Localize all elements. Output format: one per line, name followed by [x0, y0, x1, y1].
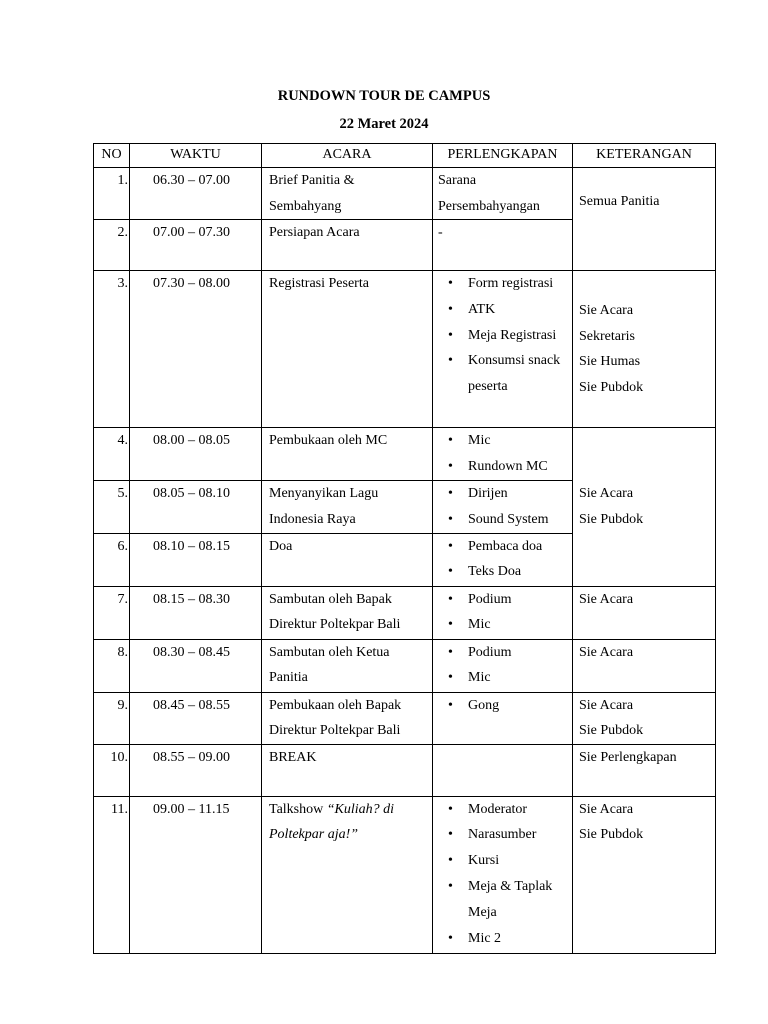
- row-acara: Doa: [262, 533, 433, 586]
- row-keterangan: [573, 744, 716, 796]
- list-item: • Moderator: [468, 797, 567, 823]
- table-row: [94, 168, 716, 220]
- row-waktu: 08.55 – 09.00: [130, 744, 262, 796]
- table-row: [94, 639, 716, 692]
- row-no: 2.: [94, 220, 130, 271]
- keterangan-item: Sie Acara: [579, 801, 634, 817]
- row-acara: [262, 796, 433, 953]
- list-item: • Mic: [468, 665, 567, 691]
- header-perlengkapan: PERLENGKAPAN: [433, 144, 573, 168]
- perlengkapan-list: [438, 534, 567, 586]
- row-keterangan: [573, 168, 716, 271]
- row-waktu: 09.00 – 11.15: [130, 796, 262, 953]
- keterangan-item: Sie Acara: [579, 697, 634, 713]
- list-item: • Rundown MC: [468, 454, 567, 480]
- keterangan-item: Sie Acara: [579, 591, 634, 607]
- keterangan-item: Sie Acara: [579, 303, 634, 318]
- document-date: 22 Maret 2024: [339, 116, 429, 132]
- row-acara: Sambutan oleh Ketua Panitia: [262, 639, 433, 692]
- row-no: 9.: [94, 692, 130, 744]
- list-item: • Podium: [468, 640, 567, 666]
- row-perlengkapan: [433, 639, 573, 692]
- perlengkapan-list: [438, 587, 567, 639]
- row-perlengkapan: [433, 271, 573, 428]
- list-item: • Mic 2: [468, 926, 567, 952]
- perlengkapan-list: [438, 271, 567, 400]
- row-no: 7.: [94, 586, 130, 639]
- list-item: • Teks Doa: [468, 559, 567, 585]
- row-perlengkapan: [433, 533, 573, 586]
- keterangan-item: Sie Pubdok: [579, 723, 644, 739]
- row-keterangan: [573, 428, 716, 587]
- row-keterangan: [573, 586, 716, 639]
- keterangan-item: Sie Acara: [579, 486, 634, 502]
- list-item: • Mic: [468, 428, 567, 454]
- row-no: 10.: [94, 744, 130, 796]
- row-waktu: 08.10 – 08.15: [130, 533, 262, 586]
- document-title: RUNDOWN TOUR DE CAMPUS: [277, 88, 491, 104]
- row-acara: Registrasi Peserta: [262, 271, 433, 428]
- row-waktu: 06.30 – 07.00: [130, 168, 262, 220]
- keterangan-item: Semua Panitia: [579, 194, 660, 209]
- row-acara: BREAK: [262, 744, 433, 796]
- row-no: 5.: [94, 481, 130, 534]
- row-no: 8.: [94, 639, 130, 692]
- table-row: [94, 692, 716, 744]
- keterangan-item: Sie Perlengkapan: [579, 749, 677, 765]
- keterangan-item: Sie Pubdok: [579, 827, 644, 843]
- list-item: • Narasumber: [468, 822, 567, 848]
- header-waktu: WAKTU: [130, 144, 262, 168]
- row-keterangan: [573, 639, 716, 692]
- list-item: • Sound System: [468, 507, 567, 533]
- row-perlengkapan: [433, 796, 573, 953]
- list-item: • Dirijen: [468, 481, 567, 507]
- row-no: 1.: [94, 168, 130, 220]
- row-keterangan: [573, 796, 716, 953]
- row-perlengkapan: [433, 692, 573, 744]
- perlengkapan-list: [438, 428, 567, 480]
- row-keterangan: [573, 692, 716, 744]
- row-acara: Brief Panitia & Sembahyang: [262, 168, 433, 220]
- row-no: 6.: [94, 533, 130, 586]
- row-perlengkapan: [433, 744, 573, 796]
- header-no: NO: [94, 144, 130, 168]
- row-acara: Menyanyikan Lagu Indonesia Raya: [262, 481, 433, 534]
- list-item: • Gong: [468, 693, 567, 719]
- list-item: • Form registrasi: [468, 271, 567, 297]
- row-perlengkapan: -: [433, 220, 573, 271]
- acara-prefix: Talkshow: [269, 801, 324, 817]
- row-acara: Persiapan Acara: [262, 220, 433, 271]
- row-waktu: 07.30 – 08.00: [130, 271, 262, 428]
- row-no: 4.: [94, 428, 130, 481]
- list-item: • Pembaca doa: [468, 534, 567, 560]
- row-no: 11.: [94, 796, 130, 953]
- list-item: • ATK: [468, 297, 567, 323]
- perlengkapan-list: [438, 481, 567, 533]
- row-no: 3.: [94, 271, 130, 428]
- perlengkapan-list: [438, 640, 567, 692]
- keterangan-item: Sie Pubdok: [579, 379, 644, 395]
- list-item: • Meja & Taplak Meja: [468, 874, 567, 926]
- row-waktu: 08.00 – 08.05: [130, 428, 262, 481]
- acara-italic-title: “Kuliah? di Poltekpar aja!”: [269, 801, 395, 843]
- row-perlengkapan: Sarana Persembahyangan: [433, 168, 573, 220]
- list-item: • Meja Registrasi: [468, 323, 567, 349]
- row-keterangan: [573, 271, 716, 428]
- keterangan-item: Sie Humas: [579, 354, 641, 369]
- table-row: [94, 586, 716, 639]
- row-perlengkapan: [433, 481, 573, 534]
- row-acara: Sambutan oleh Bapak Direktur Poltekpar Bali: [262, 586, 433, 639]
- table-row: [94, 271, 716, 428]
- header-acara: ACARA: [262, 144, 433, 168]
- list-item: • Konsumsi snack peserta: [468, 348, 567, 400]
- keterangan-item: Sekretaris: [579, 328, 635, 344]
- perlengkapan-list: [438, 693, 567, 719]
- row-waktu: 08.45 – 08.55: [130, 692, 262, 744]
- row-perlengkapan: [433, 586, 573, 639]
- perlengkapan-list: [438, 797, 567, 952]
- table-row: [94, 428, 716, 481]
- table-row: [94, 744, 716, 796]
- list-item: • Podium: [468, 587, 567, 613]
- keterangan-item: Sie Acara: [579, 644, 634, 660]
- row-waktu: 08.05 – 08.10: [130, 481, 262, 534]
- row-waktu: 07.00 – 07.30: [130, 220, 262, 271]
- rundown-table: [93, 143, 716, 954]
- header-keterangan: KETERANGAN: [573, 144, 716, 168]
- row-acara: Pembukaan oleh Bapak Direktur Poltekpar Bali: [262, 692, 433, 744]
- row-acara: Pembukaan oleh MC: [262, 428, 433, 481]
- table-row: [94, 796, 716, 953]
- list-item: • Mic: [468, 612, 567, 638]
- row-perlengkapan: [433, 428, 573, 481]
- keterangan-item: Sie Pubdok: [579, 511, 644, 527]
- row-waktu: 08.30 – 08.45: [130, 639, 262, 692]
- table-header-row: [94, 144, 716, 168]
- row-waktu: 08.15 – 08.30: [130, 586, 262, 639]
- list-item: • Kursi: [468, 848, 567, 874]
